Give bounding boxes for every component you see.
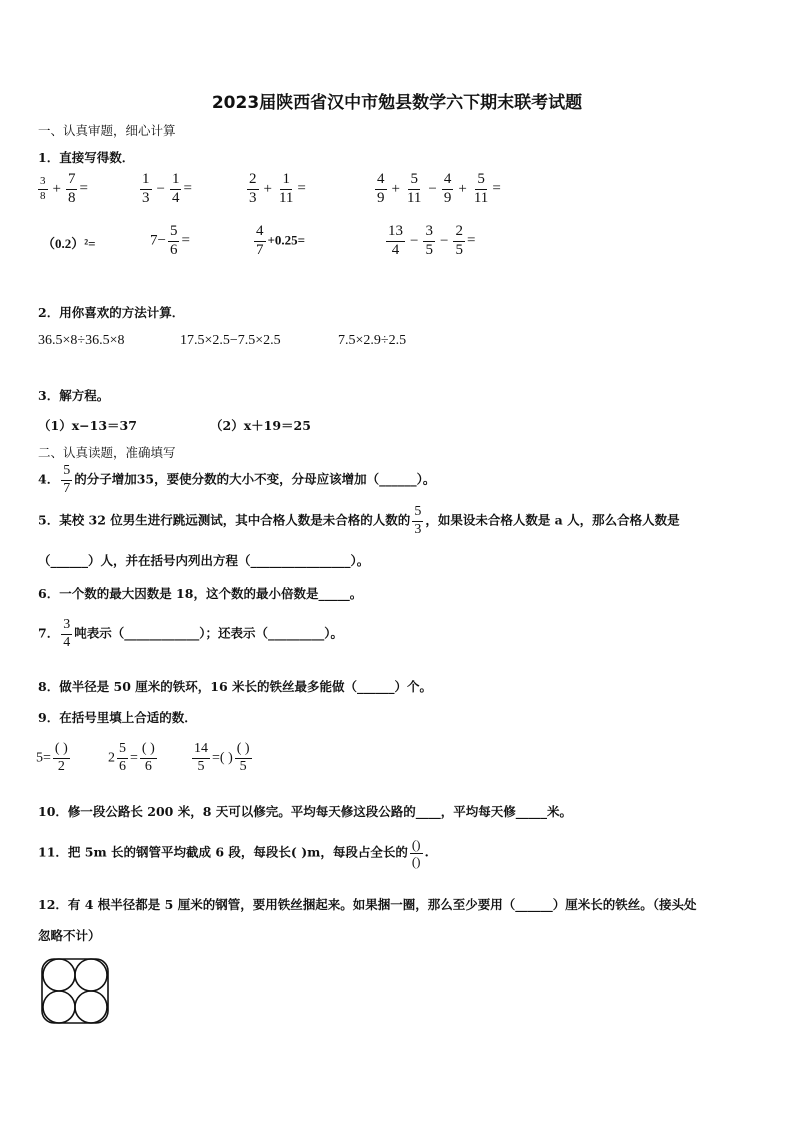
expr-1-5: （0.2）²=	[42, 236, 96, 251]
question-9-label: 9．在括号里填上合适的数．	[38, 710, 197, 725]
question-1-label: 1．直接写得数．	[38, 150, 135, 165]
fraction-fill-3: $\frac{14}{5}$ =( ) $\frac{( )}{5}$	[194, 741, 250, 774]
question-8: 8．做半径是 50 厘米的铁环，16 米长的铁丝最多能做（______）个。	[38, 679, 433, 694]
section-heading-1: 一、认真审题，细心计算	[38, 123, 176, 138]
equation-3-2: （2）x＋19＝25	[210, 418, 311, 433]
question-6: 6．一个数的最大因数是 18，这个数的最小倍数是_____。	[38, 586, 363, 601]
pipe-circle-2	[75, 959, 107, 991]
pipe-circle-4	[75, 991, 107, 1023]
fraction-fill-2: 2 $\frac{5}{6}$ = $\frac{( )}{6}$	[108, 741, 155, 774]
page-title: 2023届陕西省汉中市勉县数学六下期末联考试题	[211, 93, 583, 113]
question-5-line-1: 5．某校 32 位男生进行跳远测试，其中合格人数是未合格的人数的 $\frac{5}{3}$ ，如果设未合格人数是 a 人，那么合格人数是	[38, 504, 680, 537]
question-7: 7． $\frac{3}{4}$ 吨表示（____________）；还表示（_________）。	[38, 617, 343, 650]
expr-1-8: $\frac{13}{4}$ − $\frac{3}{5}$ − $\frac{2}{5}$ =	[388, 223, 476, 258]
expr-1-7: $\frac{4}{7}$ +0.25=	[256, 223, 306, 258]
fraction-fill-1: 5= $\frac{( )}{2}$	[36, 741, 68, 774]
question-5-line-2: （______）人，并在括号内列出方程（________________）。	[38, 553, 370, 568]
expr-1-1: $\frac{3}{8}$ + $\frac{7}{8}$ =	[40, 171, 88, 206]
question-10: 10．修一段公路长 200 米，8 天可以修完。平均每天修这段公路的____，平均每天修_____米。	[38, 804, 572, 819]
question-4: 4． $\frac{5}{7}$ 的分子增加35，要使分数的大小不变，分母应该增加（______）。	[38, 463, 436, 496]
pipe-circle-1	[43, 959, 75, 991]
expr-2-2: 17.5×2.5−7.5×2.5	[180, 333, 281, 348]
expr-1-2: $\frac{1}{3}$ − $\frac{1}{4}$ =	[142, 171, 192, 206]
binding-wire	[42, 959, 108, 1023]
question-3-label: 3．解方程。	[38, 388, 110, 403]
question-12-line-1: 12．有 4 根半径都是 5 厘米的钢管，要用铁丝捆起来。如果捆一圈，那么至少要用（______）厘米长的铁丝。（接头处	[38, 897, 697, 912]
question-12-line-2: 忽略不计）	[38, 928, 101, 943]
expr-1-4: $\frac{4}{9}$ + $\frac{5}{11}$ − $\frac{4}{9}$ + $\frac{5}{11}$ =	[377, 171, 501, 206]
section-heading-2: 二、认真读题，准确填写	[38, 445, 176, 460]
pipe-circle-3	[43, 991, 75, 1023]
pipe-bundle-figure	[38, 956, 112, 1026]
equation-3-1: （1）x−13＝37	[38, 418, 137, 433]
question-11: 11．把 5m 长的钢管平均截成 6 段，每段长( )m，每段占全长的 $\frac{()}{()}$ .	[38, 837, 429, 869]
expr-2-1: 36.5×8÷36.5×8	[38, 333, 125, 348]
question-2-label: 2．用你喜欢的方法计算．	[38, 305, 185, 320]
expr-1-3: $\frac{2}{3}$ + $\frac{1}{11}$ =	[249, 171, 306, 206]
expr-2-3: 7.5×2.9÷2.5	[338, 333, 407, 348]
expr-1-6: 7− $\frac{5}{6}$ =	[150, 223, 190, 258]
